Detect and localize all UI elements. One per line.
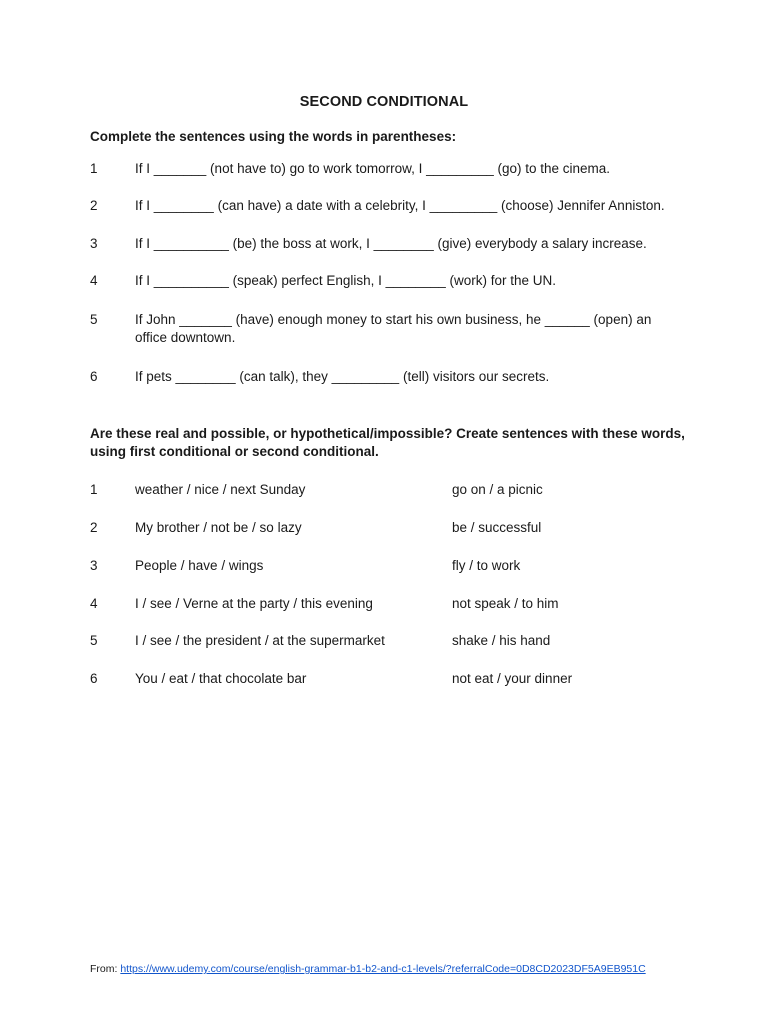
item-number: 6 [90, 369, 98, 384]
item-text: If John _______ (have) enough money to start his own business, he ______ (open) an office downtown. [135, 312, 652, 345]
item-prompt: You / eat / that chocolate bar [135, 671, 307, 686]
footer-prefix: From: [90, 963, 121, 975]
section1-instruction: Complete the sentences using the words in parentheses: [90, 129, 457, 144]
item-number: 3 [90, 558, 98, 573]
item-result: fly / to work [452, 558, 521, 573]
item-prompt: I / see / Verne at the party / this evening [135, 596, 373, 611]
item-number: 5 [90, 312, 98, 327]
item-result: go on / a picnic [452, 482, 543, 497]
item-text: If I __________ (speak) perfect English, I ________ (work) for the UN. [135, 273, 556, 288]
item-result: not speak / to him [452, 596, 559, 611]
item-prompt: People / have / wings [135, 558, 264, 573]
item-prompt: weather / nice / next Sunday [135, 482, 306, 497]
item-text: If I _______ (not have to) go to work tomorrow, I _________ (go) to the cinema. [135, 161, 611, 176]
item-number: 2 [90, 520, 98, 535]
item-result: not eat / your dinner [452, 671, 573, 686]
item-number: 3 [90, 236, 98, 251]
item-text: If I ________ (can have) a date with a celebrity, I _________ (choose) Jennifer Anniston. [135, 198, 665, 213]
item-result: shake / his hand [452, 633, 551, 648]
source-link[interactable]: https://www.udemy.com/course/english-grammar-b1-b2-and-c1-levels/?referralCode=0D8CD2023DF5A9EB951C [120, 963, 646, 975]
item-number: 6 [90, 671, 98, 686]
source-footer [90, 963, 646, 975]
item-number: 1 [90, 161, 98, 176]
item-text: If I __________ (be) the boss at work, I ________ (give) everybody a salary increase. [135, 236, 647, 251]
item-number: 5 [90, 633, 98, 648]
item-number: 4 [90, 273, 98, 288]
page-title: SECOND CONDITIONAL [299, 94, 469, 110]
item-prompt: My brother / not be / so lazy [135, 520, 302, 535]
item-number: 4 [90, 596, 98, 611]
section2-instruction: Are these real and possible, or hypothetical/impossible? Create sentences with these words, using first conditional or second conditional. [90, 426, 685, 459]
item-result: be / successful [452, 520, 542, 535]
item-prompt: I / see / the president / at the supermarket [135, 633, 385, 648]
item-number: 2 [90, 198, 98, 213]
item-number: 1 [90, 482, 98, 497]
item-text: If pets ________ (can talk), they _________ (tell) visitors our secrets. [135, 369, 550, 384]
